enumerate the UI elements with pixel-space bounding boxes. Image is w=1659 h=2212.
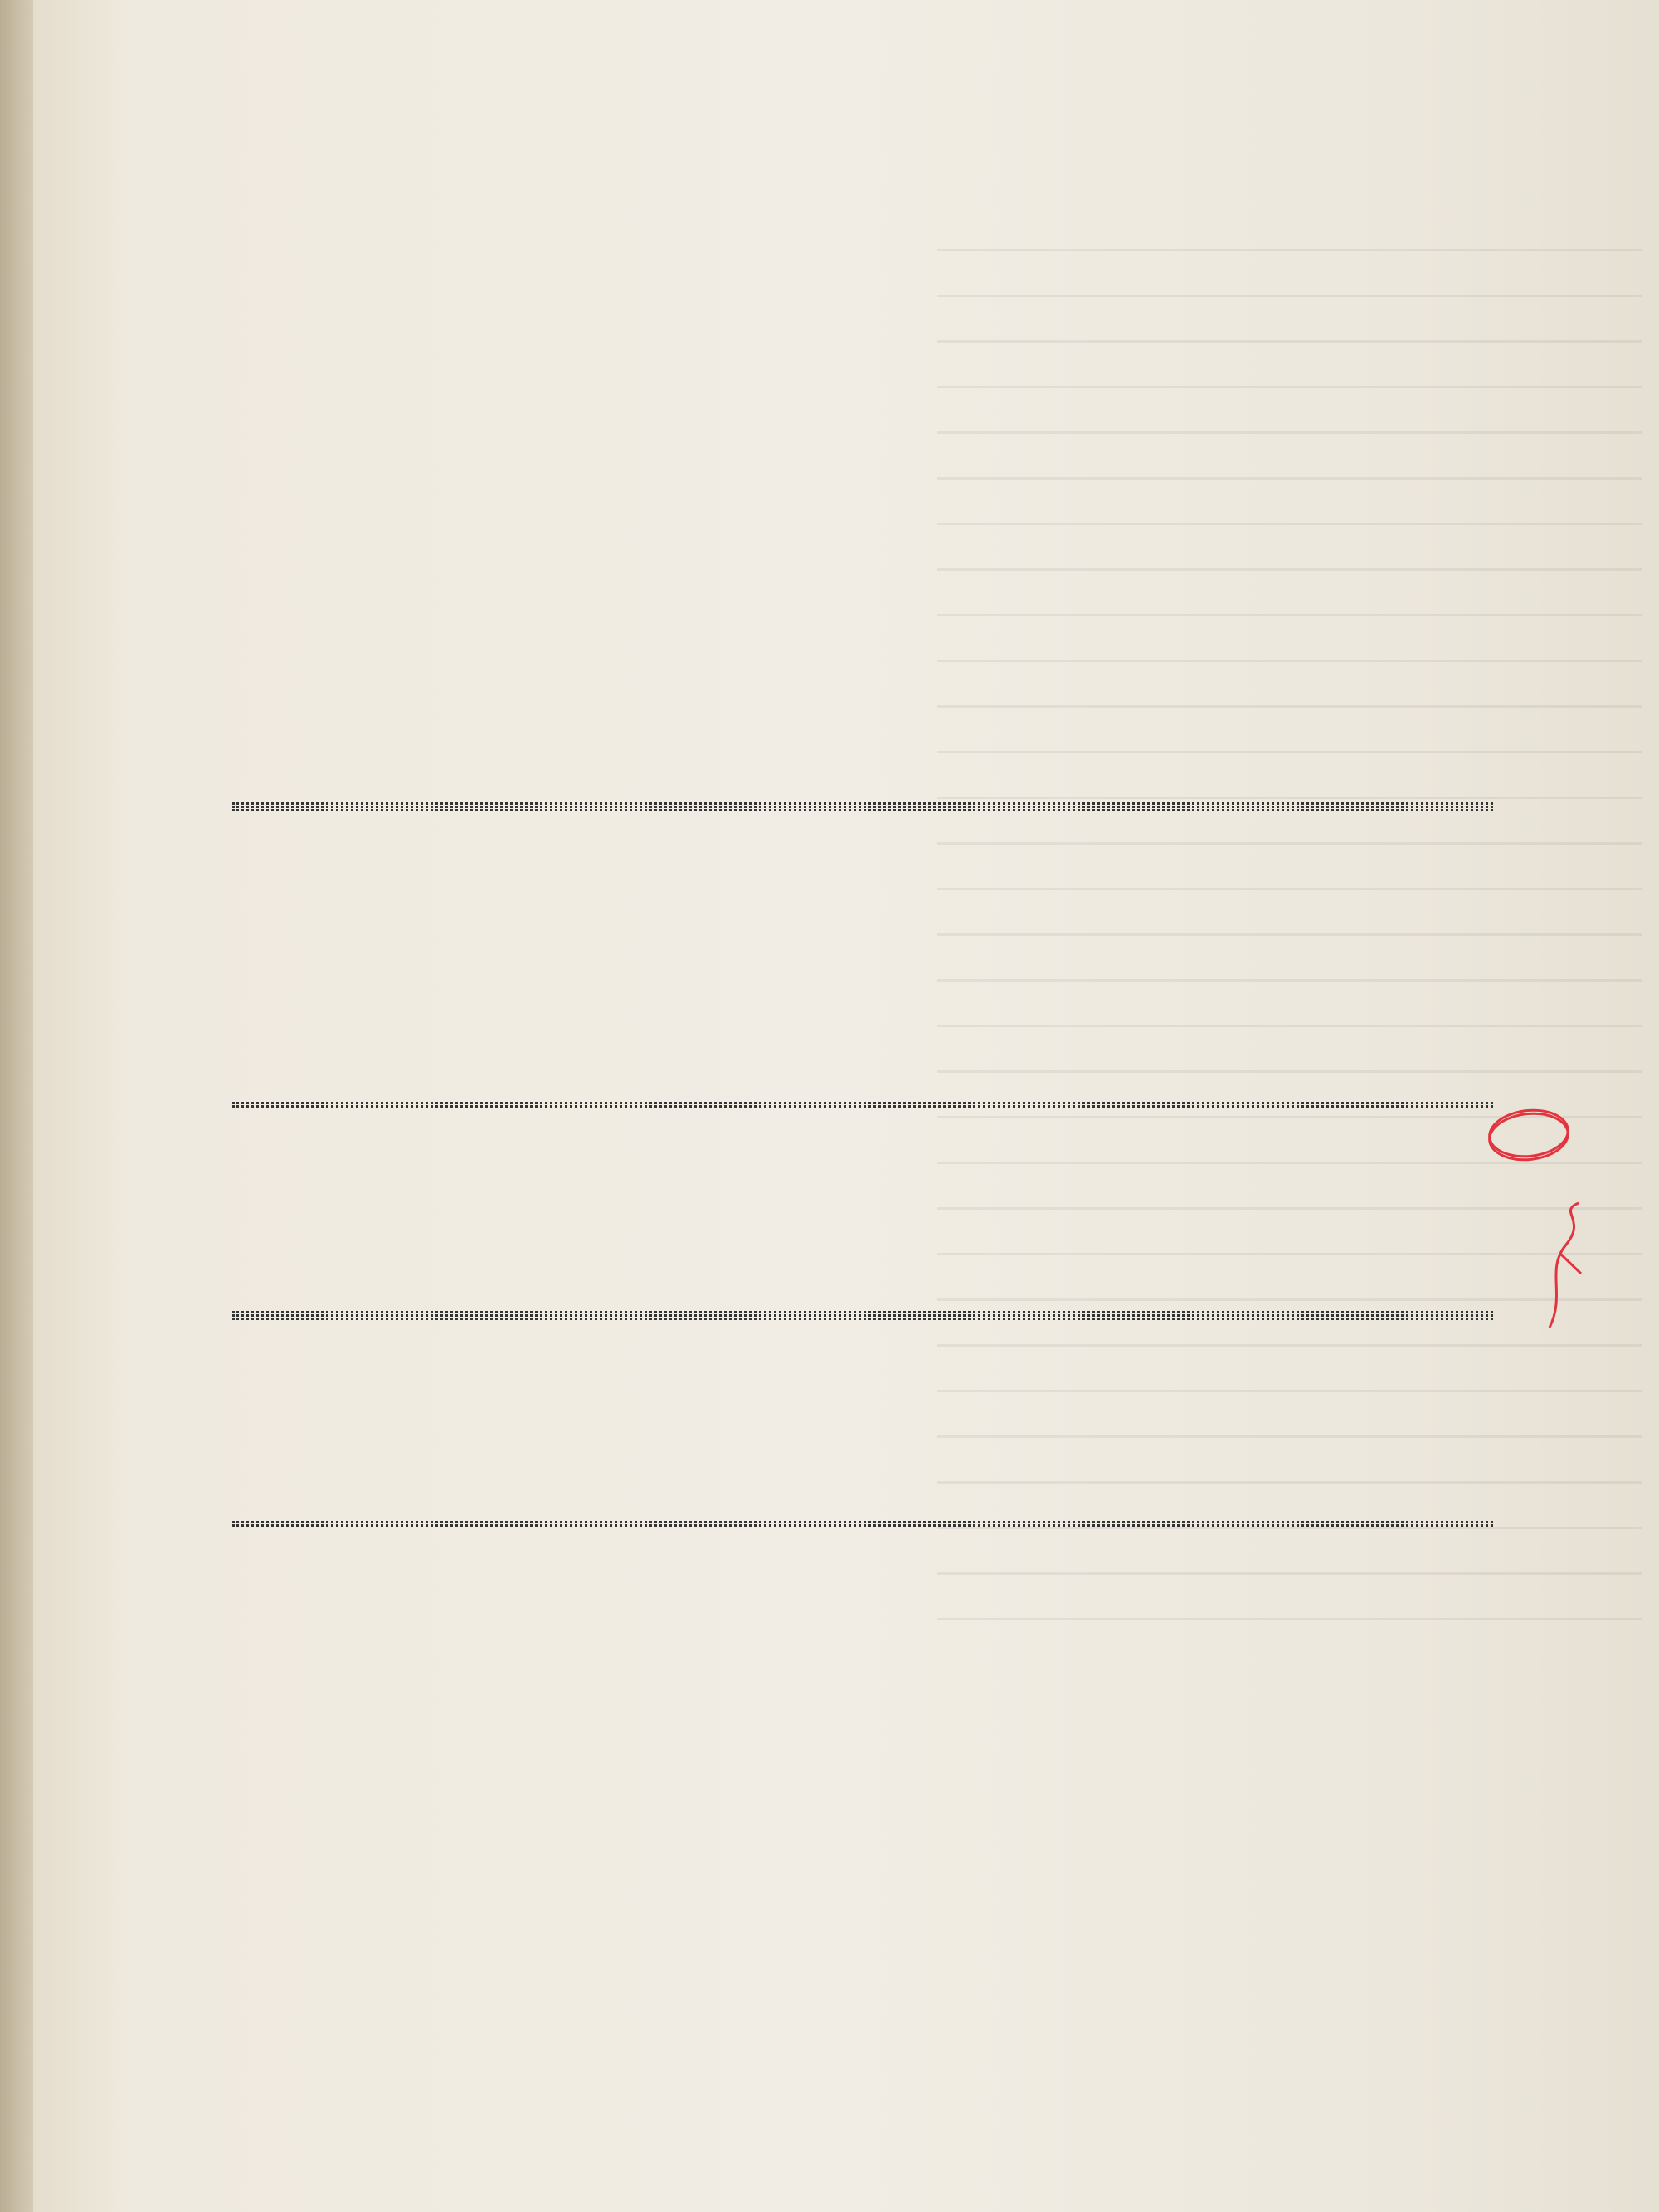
toc-entry[interactable] — [224, 813, 1551, 816]
red-ink-circle — [1486, 1108, 1572, 1165]
toc-chapter-eleven — [224, 1315, 1551, 1325]
red-ink-circle — [1486, 1105, 1572, 1162]
toc-entry-continuation[interactable] — [224, 1528, 1551, 1532]
book-gutter — [0, 0, 33, 2212]
toc-entry[interactable] — [224, 1109, 1551, 1113]
toc-chapter-ten — [224, 1106, 1551, 1113]
toc-chapter-nine — [224, 806, 1551, 816]
reverse-side-bleed-through — [937, 249, 1642, 1659]
dot-leader — [232, 1317, 1493, 1320]
dot-leader — [232, 1523, 1493, 1527]
toc-chapter-twelve — [224, 1525, 1551, 1532]
toc-entry[interactable] — [224, 1322, 1551, 1325]
dot-leader — [232, 1104, 1493, 1108]
dot-leader — [232, 808, 1493, 811]
